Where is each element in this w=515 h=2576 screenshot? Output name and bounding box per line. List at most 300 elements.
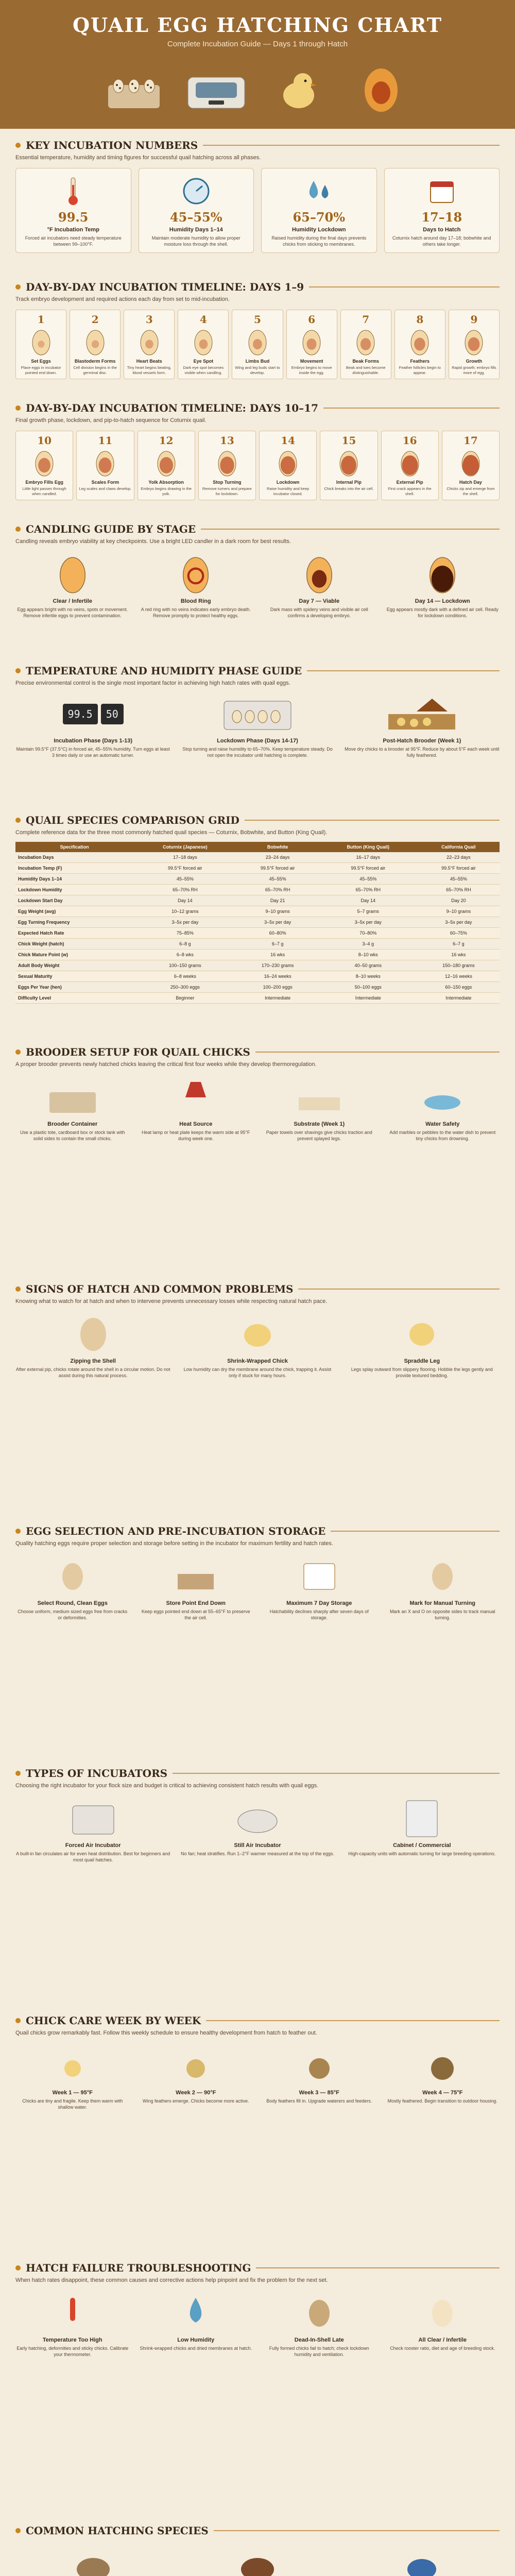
brooder-item bbox=[139, 1075, 253, 1142]
egg-icon bbox=[155, 449, 178, 478]
day-title: Feathers bbox=[410, 359, 430, 364]
timeline-day bbox=[70, 310, 121, 379]
phase-item bbox=[180, 693, 335, 758]
item-title: Zipping the Shell bbox=[70, 1358, 116, 1364]
day-number: 5 bbox=[254, 313, 261, 326]
table-cell: 45–55% bbox=[418, 874, 500, 885]
timeline-day bbox=[15, 310, 66, 379]
egg-icon bbox=[337, 449, 360, 478]
day-title: Heart Beats bbox=[136, 359, 162, 364]
egg-icon bbox=[301, 554, 337, 595]
section-title: TEMPERATURE AND HUMIDITY PHASE GUIDE bbox=[26, 665, 302, 677]
table-header: Coturnix (Japanese) bbox=[133, 842, 236, 852]
timeline-day bbox=[449, 310, 500, 379]
table-cell: Beginner bbox=[133, 993, 236, 1004]
egg-icon bbox=[424, 554, 460, 595]
problem-icon bbox=[294, 2293, 345, 2334]
item-title: Still Air Incubator bbox=[234, 1842, 281, 1849]
item-desc: After external pip, chicks rotate around the shell in a circular motion. Do not assist during this natural process. bbox=[15, 1367, 170, 1379]
bullet-icon bbox=[15, 405, 21, 411]
table-cell: Incubation Days bbox=[15, 852, 133, 863]
day-number: 9 bbox=[470, 313, 478, 326]
item-title: Forced Air Incubator bbox=[65, 1842, 121, 1849]
weeks-item bbox=[15, 2043, 130, 2110]
timeline-day bbox=[259, 431, 317, 500]
egg_select-item bbox=[262, 1554, 376, 1621]
day-desc: Cell division begins in the germinal disc. bbox=[73, 365, 117, 375]
egg-selection-section: EGG SELECTION AND PRE-INCUBATION STORAGE Quality hatching eggs require proper selection and storage before setting in the incubator for maximum fertility and hatch rates. Select Round, Clean Eggs Choose uniform, medium sized eggs free from cracks or deformities. Store Point End Down Keep eggs pointed end down at 55–65°F to preserve the air cell. Maximum 7 Day Storage Hatchability declines sharply after seven days of storage. Mark for Manual Turning Mark an X and O on opposite sides to track manual turning. bbox=[15, 1525, 500, 1621]
table-cell: 65–70% RH bbox=[418, 885, 500, 895]
table-row bbox=[15, 928, 500, 939]
egg-icon bbox=[55, 554, 91, 595]
egg-storage-icon bbox=[170, 1556, 221, 1597]
item-desc: No fan; heat stratifies. Run 1–2°F warmer measured at the top of the eggs. bbox=[181, 1851, 334, 1856]
egg-icon bbox=[84, 328, 107, 357]
table-cell: Adult Body Weight bbox=[15, 960, 133, 971]
table-cell: 6–8 g bbox=[133, 939, 236, 950]
egg-icon bbox=[138, 328, 161, 357]
item-desc: Body feathers fill in. Upgrade waterers and feeders. bbox=[266, 2098, 372, 2104]
timeline-day bbox=[124, 310, 175, 379]
brooder-section: BROODER SETUP FOR QUAIL CHICKS A proper brooder prevents newly hatched chicks leaving the critical first four weeks while they develop thermoregulation. Brooder Container Use a plastic tote, cardboard box or stock tank with solid sides to contain the small chicks. Heat Source Heat lamp or heat plate keeps the warm side at 95°F during week one. Substrate (Week 1) Paper towels over shavings give chicks traction and prevent splayed legs. Water Safety Add marbles or pebbles to the water dish to prevent tiny chicks from drowning. bbox=[15, 1046, 500, 1142]
brooder-icon bbox=[47, 1077, 98, 1118]
table-cell: Difficulty Level bbox=[15, 993, 133, 1004]
candling-item bbox=[386, 552, 500, 619]
day-number: 2 bbox=[91, 313, 99, 326]
table-cell: 3–4 g bbox=[319, 939, 418, 950]
section-title: COMMON HATCHING SPECIES bbox=[26, 2524, 209, 2537]
section-title: TYPES OF INCUBATORS bbox=[26, 1767, 168, 1780]
problem-icon bbox=[417, 2293, 468, 2334]
day-number: 8 bbox=[416, 313, 424, 326]
bullet-icon bbox=[15, 1771, 21, 1776]
item-desc: Low humidity can dry the membrane around the chick, trapping it. Assist only if stuck for many hours. bbox=[183, 1367, 332, 1379]
item-title: Lockdown Phase (Days 14-17) bbox=[217, 738, 298, 744]
section-title: CANDLING GUIDE BY STAGE bbox=[26, 523, 196, 535]
table-cell: 16–17 days bbox=[319, 852, 418, 863]
section-intro: Essential temperature, humidity and timing figures for successful quail hatching across all phases. bbox=[15, 155, 261, 161]
section-title: HATCH FAILURE TROUBLESHOOTING bbox=[26, 2262, 251, 2274]
day-desc: Beak and toes become distinguishable. bbox=[346, 365, 386, 375]
phase-item bbox=[15, 693, 170, 758]
day-title: Beak Forms bbox=[352, 359, 379, 364]
table-row bbox=[15, 852, 500, 863]
key-card: 99.5 °F Incubation Temp Forced air incubators need steady temperature between 99–100°F. bbox=[15, 168, 131, 253]
water-drops-icon bbox=[303, 176, 334, 207]
table-cell: Day 14 bbox=[133, 895, 236, 906]
item-desc: Egg appears mostly dark with a defined air cell. Ready for lockdown conditions. bbox=[386, 607, 499, 619]
chick-care-section: CHICK CARE WEEK BY WEEK Quail chicks grow remarkably fast. Follow this weekly schedule to ensure healthy development from hatch to feather out. Week 1 — 95°F Chicks are tiny and fragile. Keep them warm with shallow water. Week 2 — 90°F Wing feathers emerge. Chicks become more active. Week 3 — 85°F Body feathers fill in. Upgrade waterers and feeders. Week 4 — 75°F Mostly feathered. Begin transition to outdoor housing. bbox=[15, 2014, 500, 2110]
egg-storage-icon bbox=[294, 1556, 345, 1597]
item-desc: A red ring with no veins indicates early embryo death. Remove promptly to protect healthy eggs. bbox=[141, 607, 251, 619]
egg-icon bbox=[216, 449, 238, 478]
day-title: Internal Pip bbox=[336, 480, 362, 485]
egg-icon bbox=[192, 328, 215, 357]
day-desc: Dark eye spot becomes visible when candling. bbox=[183, 365, 224, 375]
section-title: QUAIL SPECIES COMPARISON GRID bbox=[26, 814, 239, 826]
day-desc: Chick breaks into the air cell. bbox=[324, 486, 374, 491]
weeks-item bbox=[386, 2043, 500, 2110]
weeks-item bbox=[139, 2043, 253, 2110]
chick-icon bbox=[170, 2045, 221, 2087]
brooder-item bbox=[386, 1075, 500, 1142]
day-title: Limbs Bud bbox=[245, 359, 270, 364]
candling-item bbox=[139, 552, 253, 619]
header-banner bbox=[0, 0, 515, 129]
item-title: Cabinet / Commercial bbox=[393, 1842, 451, 1849]
bullet-icon bbox=[15, 2265, 21, 2270]
egg-icon bbox=[399, 449, 421, 478]
failure-item bbox=[139, 2291, 253, 2358]
humidity-readout: 50 bbox=[101, 704, 124, 724]
item-title: Week 1 — 95°F bbox=[52, 2090, 93, 2096]
table-cell: 99.5°F forced air bbox=[133, 863, 236, 874]
calendar-icon bbox=[426, 176, 457, 207]
day-desc: First crack appears in the shell. bbox=[388, 486, 432, 496]
day-number: 4 bbox=[199, 313, 207, 326]
day-title: Stop Turning bbox=[213, 480, 242, 485]
table-cell: Humidity Days 1–14 bbox=[15, 874, 133, 885]
egg-icon bbox=[300, 328, 323, 357]
timeline-days-10-17-section: DAY-BY-DAY INCUBATION TIMELINE: DAYS 10–17 Final growth phase, lockdown, and pip-to-hatch sequence for Coturnix quail. 10 Embryo Fills Egg Little light passes through when candled. 11 Scales Form Leg scales and claws develop. 12 Yolk Absorption Embryo begins drawing in the yolk. 13 Stop Turning Remove turners and prepare for lockdown. 14 Lockdown Raise humidity and keep incubator closed. 15 Internal Pip Chick breaks into the air cell. 16 External Pip First crack appears in the shell. 17 Hatch Day Chicks zip and emerge from the shell. bbox=[15, 402, 500, 500]
day-number: 13 bbox=[219, 434, 234, 447]
table-cell: 65–70% RH bbox=[133, 885, 236, 895]
table-cell: Lockdown Start Day bbox=[15, 895, 133, 906]
day-number: 11 bbox=[98, 434, 113, 447]
table-cell: 6–8 weeks bbox=[133, 971, 236, 982]
species-item bbox=[15, 2544, 170, 2576]
item-desc: Legs splay outward from slippery flooring. Hobble the legs gently and provide textured bedding. bbox=[351, 1367, 493, 1379]
candling-item bbox=[15, 552, 130, 619]
bullet-icon bbox=[15, 818, 21, 823]
item-desc: Heat lamp or heat plate keeps the warm side at 95°F during week one. bbox=[142, 1130, 250, 1142]
item-desc: Egg appears bright with no veins, spots or movement. Remove infertile eggs to prevent contamination. bbox=[17, 607, 128, 619]
timeline-day bbox=[381, 431, 439, 500]
signs-section: SIGNS OF HATCH AND COMMON PROBLEMS Knowing what to watch for at hatch and when to intervene prevents unnecessary losses while respecting natural hatch pace. Zipping the Shell After external pip, chicks rotate around the shell in a circular motion. Do not assist during this natural process. Shrink-Wrapped Chick Low humidity can dry the membrane around the chick, trapping it. Assist only if stuck for many hours. Spraddle Leg Legs splay outward from slippery flooring. Hobble the legs gently and provide textured bedding. bbox=[15, 1283, 500, 1379]
table-row bbox=[15, 917, 500, 928]
item-desc: A built-in fan circulates air for even heat distribution. Best for beginners and most quail hatches. bbox=[16, 1851, 170, 1863]
day-title: Yolk Absorption bbox=[148, 480, 184, 485]
item-desc: Maintain 99.5°F (37.5°C) in forced air, 45–55% humidity. Turn eggs at least 3 times daily or use an automatic turner. bbox=[16, 747, 170, 758]
item-desc: Mostly feathered. Begin transition to outdoor housing. bbox=[387, 2098, 497, 2104]
item-title: Brooder Container bbox=[47, 1121, 98, 1127]
table-cell: 75–85% bbox=[133, 928, 236, 939]
table-cell: Egg Turning Frequency bbox=[15, 917, 133, 928]
table-cell: Day 21 bbox=[237, 895, 319, 906]
table-cell: 250–300 eggs bbox=[133, 982, 236, 993]
table-cell: 65–70% RH bbox=[237, 885, 319, 895]
timeline-day bbox=[232, 310, 283, 379]
table-cell: 6–8 wks bbox=[133, 950, 236, 960]
egg-icon bbox=[462, 328, 485, 357]
section-title: DAY-BY-DAY INCUBATION TIMELINE: DAYS 1–9 bbox=[26, 281, 304, 293]
incubator-icon bbox=[67, 1798, 119, 1839]
item-desc: Mark an X and O on opposite sides to track manual turning. bbox=[389, 1609, 495, 1621]
table-header: Specification bbox=[15, 842, 133, 852]
table-row bbox=[15, 971, 500, 982]
item-desc: Shrink-wrapped chicks and dried membranes at hatch. bbox=[140, 2346, 252, 2351]
table-cell: Lockdown Humidity bbox=[15, 885, 133, 895]
table-cell: Intermediate bbox=[319, 993, 418, 1004]
table-cell: 5–7 grams bbox=[319, 906, 418, 917]
signs-item bbox=[345, 1312, 500, 1379]
day-desc: Place eggs in incubator pointed end down. bbox=[21, 365, 61, 375]
candled-egg-icon bbox=[350, 62, 412, 118]
item-desc: Add marbles or pebbles to the water dish to prevent tiny chicks from drowning. bbox=[389, 1130, 496, 1142]
section-title: EGG SELECTION AND PRE-INCUBATION STORAGE bbox=[26, 1525, 326, 1537]
table-cell: 60–150 eggs bbox=[418, 982, 500, 993]
temperature-readout: 99.5 bbox=[63, 704, 98, 724]
table-header: Bobwhite bbox=[237, 842, 319, 852]
egg-carton-icon bbox=[103, 62, 165, 118]
item-desc: Use a plastic tote, cardboard box or stock tank with solid sides to contain the small chicks. bbox=[20, 1130, 125, 1142]
timeline-day bbox=[178, 310, 229, 379]
timeline-day bbox=[286, 310, 337, 379]
item-desc: Stop turning and raise humidity to 65–70%. Keep temperature steady. Do not open the incubator until hatching is complete. bbox=[182, 747, 333, 758]
key-card: 45–55% Humidity Days 1–14 Maintain moderate humidity to allow proper moisture loss through the shell. bbox=[139, 168, 254, 253]
species-item bbox=[345, 2544, 500, 2576]
egg_select-item bbox=[386, 1554, 500, 1621]
item-title: Post-Hatch Brooder (Week 1) bbox=[383, 738, 461, 744]
item-desc: Hatchability declines sharply after seven days of storage. bbox=[269, 1609, 369, 1621]
timeline-day bbox=[138, 431, 195, 500]
incubators-section: TYPES OF INCUBATORS Choosing the right incubator for your flock size and budget is critical to achieving consistent hatch results with quail eggs. Forced Air Incubator A built-in fan circulates air for even heat distribution. Best for beginners and most quail hatches. Still Air Incubator No fan; heat stratifies. Run 1–2°F warmer measured at the top of the eggs. Cabinet / Commercial High-capacity units with automatic turning for large breeding operations. bbox=[15, 1767, 500, 1863]
item-title: Water Safety bbox=[425, 1121, 460, 1127]
timeline-day bbox=[76, 431, 134, 500]
item-title: Select Round, Clean Eggs bbox=[37, 1600, 108, 1606]
egg-icon bbox=[94, 449, 116, 478]
day-desc: Little light passes through when candled. bbox=[22, 486, 66, 496]
item-title: Spraddle Leg bbox=[404, 1358, 440, 1364]
day-number: 6 bbox=[308, 313, 316, 326]
table-cell: Intermediate bbox=[418, 993, 500, 1004]
chick-icon bbox=[294, 2045, 345, 2087]
problem-icon bbox=[47, 2293, 98, 2334]
species-table-section: QUAIL SPECIES COMPARISON GRID Complete reference data for the three most commonly hatched quail species — Coturnix, Bobwhite, and Button (King Quail). Specification Coturnix (Japanese) Bobwhite Button (King Quail) California Quail Incubation Days 17–18 days 23–24 days 16–17 days 22–23 days Incubation Temp (F) 99.5°F forced air 99.5°F forced air 99.5°F forced air 99.5°F forced air Humidity Days 1–14 45–55% 45–55% 45–55% 45–55% Lockdown Humidity 65–70% RH 65–70% RH 65–70% RH 65–70% RH Lockdown Start Day Day 14 Day 21 Day 14 Day 20 Egg Weight (avg) 10–12 grams 9–10 grams 5–7 grams 9–10 grams Egg Turning Frequency 3–5x per day 3–5x per day 3–5x per day 3–5x per day Expected Hatch Rate 75–85% 60–80% 70–80% 60–75% Chick Weight (hatch) 6–8 g 6–7 g 3–4 g 6–7 g Chick Mature Point (w) 6–8 wks 16 wks 8–10 wks 16 wks Adult Body Weight 100–150 grams 170–230 grams 40–50 grams 150–180 grams Sexual Maturity 6–8 weeks 16–24 weeks 8–10 weeks 12–16 weeks Eggs Per Year (hen) 250–300 eggs 100–200 eggs 50–100 eggs 60–150 eggs Difficulty Level Beginner Intermediate Intermediate Intermediate bbox=[15, 814, 500, 1004]
page-subtitle: Complete Incubation Guide — Days 1 through Hatch bbox=[167, 40, 348, 48]
bullet-icon bbox=[15, 527, 21, 532]
table-cell: 12–16 weeks bbox=[418, 971, 500, 982]
item-title: Week 4 — 75°F bbox=[422, 2090, 463, 2096]
day-title: Embryo Fills Egg bbox=[25, 480, 63, 485]
item-title: Shrink-Wrapped Chick bbox=[227, 1358, 288, 1364]
table-header: California Quail bbox=[418, 842, 500, 852]
section-title: BROODER SETUP FOR QUAIL CHICKS bbox=[26, 1046, 250, 1058]
table-row bbox=[15, 993, 500, 1004]
hatch-sign-icon bbox=[396, 1314, 448, 1355]
item-desc: Keep eggs pointed end down at 55–65°F to preserve the air cell. bbox=[141, 1609, 250, 1621]
item-desc: Wing feathers emerge. Chicks become more active. bbox=[142, 2098, 249, 2104]
item-title: Heat Source bbox=[179, 1121, 213, 1127]
day-title: External Pip bbox=[396, 480, 423, 485]
item-title: Incubation Phase (Days 1-13) bbox=[54, 738, 133, 744]
day-title: Growth bbox=[466, 359, 483, 364]
egg-icon bbox=[277, 449, 299, 478]
day-title: Eye Spot bbox=[193, 359, 214, 364]
table-cell: Egg Weight (avg) bbox=[15, 906, 133, 917]
item-desc: Choose uniform, medium sized eggs free from cracks or deformities. bbox=[18, 1609, 128, 1621]
table-cell: Day 20 bbox=[418, 895, 500, 906]
item-desc: Paper towels over shavings give chicks traction and prevent splayed legs. bbox=[266, 1130, 372, 1142]
incubator-icon bbox=[180, 693, 335, 735]
table-row bbox=[15, 960, 500, 971]
item-title: Store Point End Down bbox=[166, 1600, 226, 1606]
day-title: Blastoderm Forms bbox=[74, 359, 116, 364]
egg-storage-icon bbox=[417, 1556, 468, 1597]
table-cell: 23–24 days bbox=[237, 852, 319, 863]
item-title: Day 14 — Lockdown bbox=[415, 598, 470, 604]
candling-section: CANDLING GUIDE BY STAGE Candling reveals embryo viability at key checkpoints. Use a bright LED candler in a dark room for best results. Clear / Infertile Egg appears bright with no veins, spots or movement. Remove infertile eggs to prevent contamination. Blood Ring A red ring with no veins indicates early embryo death. Remove promptly to protect healthy eggs. Day 7 — Viable Dark mass with spidery veins and visible air cell confirms a developing embryo. Day 14 — Lockdown Egg appears mostly dark with a defined air cell. Ready for lockdown conditions. bbox=[15, 523, 500, 619]
bullet-icon bbox=[15, 668, 21, 673]
section-title: CHICK CARE WEEK BY WEEK bbox=[26, 2014, 201, 2027]
day-title: Hatch Day bbox=[459, 480, 482, 485]
brooder-item bbox=[15, 1075, 130, 1142]
egg-icon bbox=[178, 554, 214, 595]
day-number: 14 bbox=[281, 434, 296, 447]
item-desc: High-capacity units with automatic turning for large breeding operations. bbox=[348, 1851, 496, 1856]
section-title: KEY INCUBATION NUMBERS bbox=[26, 139, 198, 151]
table-cell: 10–12 grams bbox=[133, 906, 236, 917]
egg-icon bbox=[30, 328, 53, 357]
incubators-item bbox=[180, 1796, 335, 1863]
species-section bbox=[15, 2524, 500, 2576]
table-row bbox=[15, 906, 500, 917]
timeline-days-1-9-section: DAY-BY-DAY INCUBATION TIMELINE: DAYS 1–9 Track embryo development and required actions each day from set to mid-incubation. 1 Set Eggs Place eggs in incubator pointed end down. 2 Blastoderm Forms Cell division begins in the germinal disc. 3 Heart Beats Tiny heart begins beating, blood vessels form. 4 Eye Spot Dark eye spot becomes visible when candling. 5 Limbs Bud Wing and leg buds start to develop. 6 Movement Embryo begins to move inside the egg. 7 Beak Forms Beak and toes become distinguishable. 8 Feathers Feather follicles begin to appear. 9 Growth Rapid growth; embryo fills more of egg. bbox=[15, 281, 500, 379]
table-cell: 99.5°F forced air bbox=[418, 863, 500, 874]
quail-icon bbox=[67, 2546, 119, 2576]
bullet-icon bbox=[15, 1049, 21, 1055]
table-row bbox=[15, 982, 500, 993]
problem-icon bbox=[170, 2293, 221, 2334]
day-number: 12 bbox=[159, 434, 174, 447]
bullet-icon bbox=[15, 2528, 21, 2533]
timeline-day bbox=[340, 310, 391, 379]
timeline-day bbox=[442, 431, 500, 500]
table-cell: 22–23 days bbox=[418, 852, 500, 863]
table-cell: Sexual Maturity bbox=[15, 971, 133, 982]
table-row bbox=[15, 950, 500, 960]
table-cell: 16–24 weeks bbox=[237, 971, 319, 982]
brooder-icon bbox=[294, 1077, 345, 1118]
day-title: Set Eggs bbox=[31, 359, 51, 364]
day-desc: Remove turners and prepare for lockdown. bbox=[202, 486, 252, 496]
weeks-item bbox=[262, 2043, 376, 2110]
table-cell: 3–5x per day bbox=[319, 917, 418, 928]
egg-storage-icon bbox=[47, 1556, 98, 1597]
table-row bbox=[15, 863, 500, 874]
table-cell: Chick Weight (hatch) bbox=[15, 939, 133, 950]
table-cell: 3–5x per day bbox=[237, 917, 319, 928]
table-row bbox=[15, 895, 500, 906]
species-item bbox=[180, 2544, 335, 2576]
egg_select-item bbox=[139, 1554, 253, 1621]
table-cell: 6–7 g bbox=[237, 939, 319, 950]
day-number: 16 bbox=[402, 434, 417, 447]
quail-icon bbox=[232, 2546, 283, 2576]
item-title: Blood Ring bbox=[180, 598, 211, 604]
item-desc: Check rooster ratio, diet and age of breeding stock. bbox=[390, 2346, 495, 2351]
timeline-day bbox=[320, 431, 377, 500]
day-desc: Rapid growth; embryo fills more of egg. bbox=[452, 365, 496, 375]
bullet-icon bbox=[15, 2018, 21, 2023]
incubators-item bbox=[15, 1796, 170, 1863]
table-cell: 100–150 grams bbox=[133, 960, 236, 971]
page-title: QUAIL EGG HATCHING CHART bbox=[72, 13, 443, 37]
table-row bbox=[15, 939, 500, 950]
hatch-sign-icon bbox=[67, 1314, 119, 1355]
item-desc: Dark mass with spidery veins and visible air cell confirms a developing embryo. bbox=[270, 607, 368, 619]
egg-icon bbox=[354, 328, 377, 357]
item-desc: Early hatching, deformities and sticky chicks. Calibrate your thermometer. bbox=[16, 2346, 129, 2358]
timeline-day bbox=[394, 310, 445, 379]
egg-icon bbox=[408, 328, 431, 357]
table-cell: 60–80% bbox=[237, 928, 319, 939]
day-number: 15 bbox=[341, 434, 356, 447]
item-desc: Chicks are tiny and fragile. Keep them warm with shallow water. bbox=[22, 2098, 123, 2110]
bullet-icon bbox=[15, 1286, 21, 1292]
chick-icon bbox=[417, 2045, 468, 2087]
failure-item bbox=[262, 2291, 376, 2358]
table-cell: 3–5x per day bbox=[133, 917, 236, 928]
table-cell: 8–10 weeks bbox=[319, 971, 418, 982]
key-numbers-section bbox=[15, 139, 500, 253]
table-cell: 99.5°F forced air bbox=[237, 863, 319, 874]
table-cell: 9–10 grams bbox=[418, 906, 500, 917]
table-row bbox=[15, 874, 500, 885]
incubator-icon bbox=[232, 1798, 283, 1839]
day-desc: Chicks zip and emerge from the shell. bbox=[447, 486, 495, 496]
day-number: 17 bbox=[463, 434, 478, 447]
day-title: Movement bbox=[300, 359, 323, 364]
table-cell: 99.5°F forced air bbox=[319, 863, 418, 874]
table-cell: 70–80% bbox=[319, 928, 418, 939]
phase-item bbox=[345, 693, 500, 758]
egg_select-item bbox=[15, 1554, 130, 1621]
table-cell: Eggs Per Year (hen) bbox=[15, 982, 133, 993]
table-cell: 45–55% bbox=[133, 874, 236, 885]
failure-item bbox=[386, 2291, 500, 2358]
chick-icon bbox=[47, 2045, 98, 2087]
day-number: 1 bbox=[37, 313, 45, 326]
incubators-item bbox=[345, 1796, 500, 1863]
key-card: 17–18 Days to Hatch Coturnix hatch around day 17–18; bobwhite and others take longer. bbox=[384, 168, 500, 253]
item-title: Day 7 — Viable bbox=[299, 598, 340, 604]
hatch-sign-icon bbox=[232, 1314, 283, 1355]
key-card: 65–70% Humidity Lockdown Raised humidity during the final days prevents chicks from sticking to membranes. bbox=[261, 168, 377, 253]
table-cell: 16 wks bbox=[237, 950, 319, 960]
table-header: Button (King Quail) bbox=[319, 842, 418, 852]
table-cell: Incubation Temp (F) bbox=[15, 863, 133, 874]
table-cell: 50–100 eggs bbox=[319, 982, 418, 993]
day-desc: Leg scales and claws develop. bbox=[79, 486, 132, 491]
table-cell: Intermediate bbox=[237, 993, 319, 1004]
section-title: SIGNS OF HATCH AND COMMON PROBLEMS bbox=[26, 1283, 294, 1295]
bullet-icon bbox=[15, 143, 21, 148]
timeline-day bbox=[15, 431, 73, 500]
table-cell: 45–55% bbox=[237, 874, 319, 885]
table-cell: 16 wks bbox=[418, 950, 500, 960]
table-cell: Chick Mature Point (w) bbox=[15, 950, 133, 960]
item-desc: Fully formed chicks fail to hatch; check lockdown humidity and ventilation. bbox=[269, 2346, 369, 2358]
phases-section: TEMPERATURE AND HUMIDITY PHASE GUIDE Precise environmental control is the single most important factor in achieving high hatch rates with quail eggs. 99.5 50 Incubation Phase (Days 1-13) Maintain 99.5°F (37.5°C) in forced air, 45–55% humidity. Turn eggs at least 3 times daily or use an automatic turner. Lockdown Phase (Days 14-17) Stop turning and raise humidity to 65–70%. Keep temperature steady. Do not open the incubator until hatching is complete. Post-Hatch Brooder (Week 1) Move dry chicks to a brooder at 95°F. Reduce by about 5°F each week until fully feathered. bbox=[15, 665, 500, 758]
day-desc: Embryo begins drawing in the yolk. bbox=[141, 486, 192, 496]
table-cell: 40–50 grams bbox=[319, 960, 418, 971]
item-title: Dead-In-Shell Late bbox=[294, 2337, 344, 2343]
thermometer-icon bbox=[63, 176, 83, 207]
table-cell: 100–200 eggs bbox=[237, 982, 319, 993]
item-title: Temperature Too High bbox=[42, 2337, 102, 2343]
day-number: 10 bbox=[37, 434, 52, 447]
